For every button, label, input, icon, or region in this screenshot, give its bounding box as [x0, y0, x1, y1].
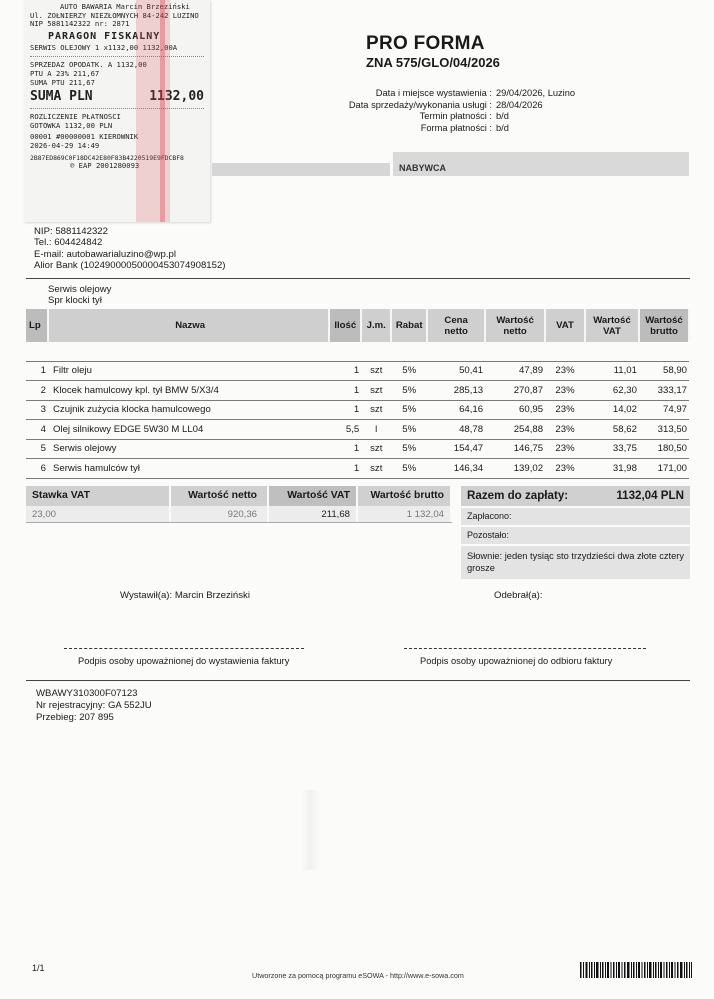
cell-price: 48,78 — [427, 420, 485, 440]
services-notes — [48, 284, 111, 307]
cell-gross: 333,17 — [639, 381, 689, 401]
vs-vat: 211,68 — [269, 506, 358, 522]
receiver-signature-caption: Podpis osoby upoważnionej do odbioru faktury — [420, 656, 613, 666]
cell-unit: szt — [361, 439, 391, 459]
col-qty: Ilość — [329, 309, 361, 342]
cell-vat-value: 33,75 — [585, 439, 639, 459]
cell-qty: 1 — [329, 400, 361, 420]
spacer-cell — [26, 342, 689, 361]
vat-summary-header — [26, 486, 452, 506]
cell-net: 254,88 — [485, 420, 545, 440]
receiver-signature-line — [404, 648, 646, 649]
totals-box — [461, 486, 690, 579]
cell-discount: 5% — [391, 439, 427, 459]
col-vatv-l1: Wartość — [593, 314, 631, 326]
generated-by: Utworzone za pomocą programu eSOWA - http://www.e-sowa.com — [252, 971, 464, 980]
vehicle-registration: Nr rejestracyjny: GA 552JU — [36, 700, 152, 711]
cell-qty: 1 — [329, 459, 361, 479]
col-net-l2: netto — [503, 325, 527, 337]
receipt-settle-2: GOTÓWKA 1132,00 PLN — [30, 121, 113, 130]
cell-name: Klocek hamulcowy kpl. tył BMW 5/X3/4 — [48, 381, 329, 401]
meta-payment-method — [320, 123, 620, 135]
cell-name: Serwis olejowy — [48, 439, 329, 459]
meta-sale-date — [320, 100, 620, 112]
issuer-signature-caption: Podpis osoby upoważnionej do wystawienia faktury — [78, 656, 290, 666]
cell-lp: 2 — [26, 381, 48, 401]
cell-name: Czujnik zużycia klocka hamulcowego — [48, 400, 329, 420]
cell-gross: 171,00 — [639, 459, 689, 479]
barcode-icon — [580, 962, 692, 978]
cell-vat-value: 11,01 — [585, 361, 639, 381]
cell-gross: 74,97 — [639, 400, 689, 420]
cell-discount: 5% — [391, 381, 427, 401]
cell-net: 146,75 — [485, 439, 545, 459]
cell-gross: 180,50 — [639, 439, 689, 459]
cell-lp: 5 — [26, 439, 48, 459]
cell-vat: 23% — [545, 400, 585, 420]
cell-net: 270,87 — [485, 381, 545, 401]
meta-payment-term — [320, 111, 620, 123]
service-note: Serwis olejowy — [48, 284, 112, 295]
cell-vat-value: 14,02 — [585, 400, 639, 420]
paper-fold-shadow — [300, 790, 320, 870]
col-vatv-l2: VAT — [603, 325, 621, 337]
fiscal-receipt — [24, 0, 210, 222]
meta-value: 29/04/2026, Luzino — [496, 88, 576, 98]
receipt-tax-1: SPRZEDAŻ OPODATK. A 1132,00 — [30, 61, 147, 70]
cell-lp: 4 — [26, 420, 48, 440]
meta-value: 28/04/2026 — [496, 99, 543, 110]
vs-col-vat: Wartość VAT — [269, 486, 358, 506]
seller-bank: Alior Bank (10249000050000453074908152) — [34, 260, 226, 272]
table-row — [26, 361, 689, 381]
seller-phone: Tel.: 604424842 — [34, 237, 103, 249]
cell-vat: 23% — [545, 361, 585, 381]
cell-qty: 1 — [329, 361, 361, 381]
cell-name: Filtr oleju — [48, 361, 329, 381]
receipt-item: SERWIS OLEJOWY 1 x1132,00 1132,00A — [30, 43, 178, 52]
buyer-label: NABYWCA — [399, 163, 446, 173]
seller-details — [34, 226, 226, 272]
col-gross — [639, 309, 689, 342]
issuer-signature-line — [64, 648, 304, 649]
receipt-sum-label: SUMA PLN — [30, 89, 93, 105]
col-discount: Rabat — [391, 309, 427, 342]
table-spacer-row — [26, 342, 689, 361]
seller-nip: NIP: 5881142322 — [34, 226, 108, 237]
divider — [26, 278, 690, 279]
cell-unit: szt — [361, 361, 391, 381]
document-title: PRO FORMA — [366, 33, 485, 54]
remaining-row: Pozostało: — [461, 527, 690, 544]
cell-lp: 3 — [26, 400, 48, 420]
receipt-footer-1: 00001 #00000001 KIEROWNIK — [30, 133, 139, 142]
cell-vat: 23% — [545, 439, 585, 459]
cell-name: Serwis hamulców tył — [48, 459, 329, 479]
vehicle-details — [36, 688, 152, 724]
received-by: Odebrał(a): — [494, 590, 543, 601]
receipt-separator — [30, 56, 204, 57]
cell-qty: 1 — [329, 381, 361, 401]
vehicle-mileage: Przebieg: 207 895 — [36, 712, 114, 723]
table-row — [26, 420, 689, 440]
cell-qty: 1 — [329, 439, 361, 459]
cell-unit: szt — [361, 400, 391, 420]
table-row — [26, 439, 689, 459]
cell-gross: 313,50 — [639, 420, 689, 440]
cell-lp: 6 — [26, 459, 48, 479]
receipt-nip: NIP 5881142322 nr: 2871 — [30, 20, 130, 29]
receipt-sum — [30, 89, 204, 104]
col-vat: VAT — [545, 309, 585, 342]
service-note: Spr klocki tył — [48, 295, 102, 307]
receipt-footer-4: ℗ EAP 2001280093 — [70, 162, 140, 171]
cell-vat: 23% — [545, 459, 585, 479]
cell-net: 47,89 — [485, 361, 545, 381]
receipt-settle-1: ROZLICZENIE PŁATNOŚCI — [30, 113, 121, 122]
vs-col-net: Wartość netto — [171, 486, 269, 506]
amount-in-words: Słownie: jeden tysiąc sto trzydzieści dwa złote cztery grosze — [461, 546, 690, 579]
col-name: Nazwa — [48, 309, 329, 342]
receipt-footer-3: 2B87ED869C0F18DC42E80F83B4220519E9FDCBF8 — [30, 153, 184, 162]
receipt-sum-value: 1132,00 — [149, 89, 204, 105]
cell-gross: 58,90 — [639, 361, 689, 381]
page-number: 1/1 — [32, 963, 45, 973]
cell-vat: 23% — [545, 420, 585, 440]
receipt-shop-name: AUTO BAWARIA Marcin Brzeziński — [60, 3, 190, 11]
meta-label: Forma płatności : — [420, 122, 492, 133]
seller-header-bar — [212, 163, 390, 176]
vs-net: 920,36 — [171, 506, 269, 522]
vehicle-vin: WBAWY310300F07123 — [36, 688, 138, 699]
buyer-header-bar — [393, 152, 689, 176]
cell-vat-value: 58,62 — [585, 420, 639, 440]
cell-price: 50,41 — [427, 361, 485, 381]
divider — [26, 680, 690, 681]
col-net-l1: Wartość — [496, 314, 534, 326]
seller-email: E-mail: autobawarialuzino@wp.pl — [34, 248, 176, 260]
receipt-shop-address: Ul. ŻOŁNIERZY NIEZŁOMNYCH 84-242 LUZINO — [30, 11, 199, 20]
col-vat-value — [585, 309, 639, 342]
receipt-title: PARAGON FISKALNY — [48, 30, 161, 42]
cell-unit: l — [361, 420, 391, 440]
receipt-tax-2: PTU A 23% 211,67 — [30, 69, 100, 78]
cell-discount: 5% — [391, 400, 427, 420]
col-gross-l1: Wartość — [645, 314, 683, 326]
total-due — [461, 486, 690, 506]
cell-price: 146,34 — [427, 459, 485, 479]
paid-row: Zapłacono: — [461, 508, 690, 525]
cell-discount: 5% — [391, 361, 427, 381]
col-gross-l2: brutto — [650, 325, 678, 337]
cell-qty: 5,5 — [329, 420, 361, 440]
meta-label: Termin płatności : — [419, 111, 492, 121]
receipt-stripe-dark — [160, 0, 165, 222]
document-number: ZNA 575/GLO/04/2026 — [366, 55, 500, 70]
vs-rate: 23,00 — [26, 506, 171, 522]
receipt-separator — [30, 108, 204, 109]
table-row — [26, 400, 689, 420]
meta-value: b/d — [496, 111, 509, 121]
document-meta — [320, 88, 620, 134]
cell-price: 64,16 — [427, 400, 485, 420]
meta-label: Data i miejsce wystawienia : — [375, 88, 492, 98]
cell-net: 60,95 — [485, 400, 545, 420]
col-price-l2: netto — [444, 325, 468, 337]
cell-vat: 23% — [545, 381, 585, 401]
cell-price: 154,47 — [427, 439, 485, 459]
cell-lp: 1 — [26, 361, 48, 381]
col-net — [485, 309, 545, 342]
col-price — [427, 309, 485, 342]
cell-name: Olej silnikowy EDGE 5W30 M LL04 — [48, 420, 329, 440]
col-unit: J.m. — [361, 309, 391, 342]
cell-vat-value: 62,30 — [585, 381, 639, 401]
table-row — [26, 459, 689, 479]
col-lp: Lp — [26, 309, 48, 342]
receipt-tax-3: SUMA PTU 211,67 — [30, 78, 95, 87]
cell-discount: 5% — [391, 459, 427, 479]
cell-vat-value: 31,98 — [585, 459, 639, 479]
vat-summary-table — [26, 486, 452, 523]
cell-discount: 5% — [391, 420, 427, 440]
vs-col-rate: Stawka VAT — [26, 486, 171, 506]
table-row — [26, 381, 689, 401]
col-price-l1: Cena — [444, 314, 468, 326]
meta-issue-date — [320, 88, 620, 100]
meta-value: b/d — [496, 122, 509, 133]
vs-gross: 1 132,04 — [358, 506, 452, 522]
vs-col-gross: Wartość brutto — [358, 486, 452, 506]
meta-label: Data sprzedaży/wykonania usługi : — [348, 99, 492, 110]
table-header-row — [26, 309, 689, 342]
cell-net: 139,02 — [485, 459, 545, 479]
vat-summary-row — [26, 506, 452, 523]
items-table — [26, 309, 690, 479]
cell-unit: szt — [361, 459, 391, 479]
total-due-label: Razem do zapłaty: — [467, 489, 569, 502]
receipt-footer-2: 2026-04-29 14:49 — [30, 141, 100, 150]
total-due-value: 1132,04 PLN — [616, 489, 684, 502]
issued-by: Wystawił(a): Marcin Brzeziński — [120, 590, 250, 601]
cell-unit: szt — [361, 381, 391, 401]
cell-price: 285,13 — [427, 381, 485, 401]
